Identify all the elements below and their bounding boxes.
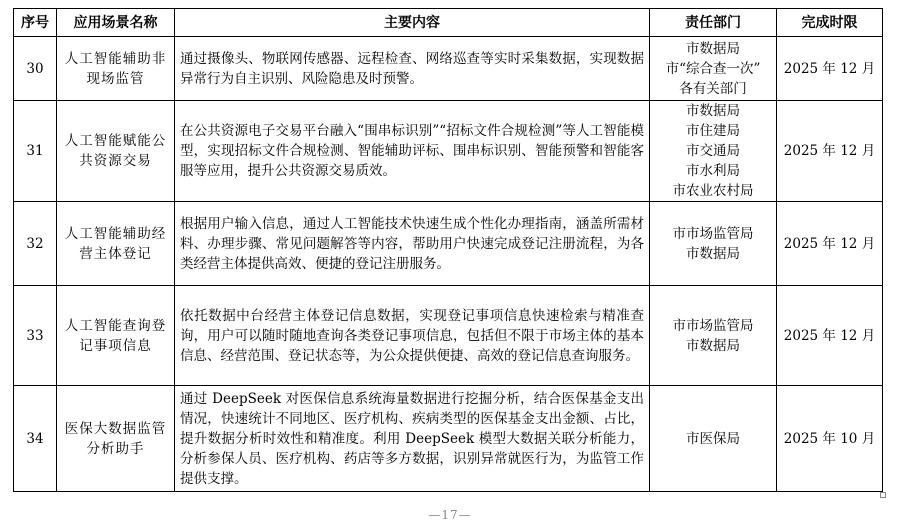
table-row [14, 101, 883, 202]
table-header-row [14, 9, 883, 37]
scene-name: 人工智能查询登记事项信息 [57, 286, 175, 386]
department-name: 市数据局 [686, 40, 740, 57]
scene-name: 人工智能辅助经营主体登记 [57, 202, 175, 286]
header-number: 序号 [14, 9, 57, 37]
department-name: 市医保局 [686, 430, 740, 447]
scene-name: 人工智能赋能公共资源交易 [57, 101, 175, 202]
scene-name: 医保大数据监管分析助手 [57, 386, 175, 492]
deadline: 2025 年 10 月 [777, 386, 883, 492]
table-row [14, 286, 883, 386]
responsible-departments [650, 202, 777, 286]
department-name: 市数据局 [686, 245, 740, 262]
table-row [14, 202, 883, 286]
row-number: 31 [14, 101, 57, 202]
header-department: 责任部门 [650, 9, 777, 37]
department-name: 市市场监管局 [672, 317, 754, 334]
deadline: 2025 年 12 月 [777, 286, 883, 386]
responsible-departments [650, 101, 777, 202]
department-name: 市“综合查一次” [665, 60, 761, 77]
deadline: 2025 年 12 月 [777, 37, 883, 101]
department-name: 各有关部门 [679, 80, 747, 97]
main-content: 通过摄像头、物联网传感器、远程检查、网络巡查等实时采集数据，实现数据异常行为自主识别、风险隐患及时预警。 [175, 37, 650, 101]
main-content: 在公共资源电子交易平台融入“围串标识别”“招标文件合规检测”等人工智能模型，实现招标文件合规检测、智能辅助评标、围串标识别、智能预警和智能客服等应用，提升公共资源交易质效。 [175, 101, 650, 202]
department-name: 市水利局 [686, 163, 740, 179]
responsible-departments [650, 286, 777, 386]
header-deadline: 完成时限 [777, 9, 883, 37]
responsible-departments [650, 386, 777, 492]
department-name: 市农业农村局 [672, 183, 754, 199]
row-number: 30 [14, 37, 57, 101]
deadline: 2025 年 12 月 [777, 202, 883, 286]
department-name: 市数据局 [686, 337, 740, 354]
department-name: 市市场监管局 [672, 225, 754, 242]
department-name: 市交通局 [686, 143, 740, 159]
main-content: 根据用户输入信息，通过人工智能技术快速生成个性化办理指南，涵盖所需材料、办理步骤、常见问题解答等内容，帮助用户快速完成登记注册流程，为各类经营主体提供高效、便捷的登记注册服务。 [175, 202, 650, 286]
responsible-departments [650, 37, 777, 101]
header-scene: 应用场景名称 [57, 9, 175, 37]
table-row [14, 37, 883, 101]
header-content: 主要内容 [175, 9, 650, 37]
row-number: 34 [14, 386, 57, 492]
department-name: 市数据局 [686, 103, 740, 119]
row-number: 33 [14, 286, 57, 386]
main-content: 依托数据中台经营主体登记信息数据，实现登记事项信息快速检索与精准查询，用户可以随时随地查询各类登记事项信息，包括但不限于市场主体的基本信息、经营范围、登记状态等，为公众提供便捷、高效的登记信息查询服务。 [175, 286, 650, 386]
department-name: 市住建局 [686, 123, 740, 139]
page-corner-mark [880, 492, 886, 498]
main-content: 通过 DeepSeek 对医保信息系统海量数据进行挖掘分析，结合医保基金支出情况，快速统计不同地区、医疗机构、疾病类型的医保基金支出金额、占比，提升数据分析时效性和精准度。利用 DeepSeek 模型大数据关联分析能力，分析参保人员、医疗机构、药店等多方数据，识别异常就医行为，为监管工作提供支撑。 [175, 386, 650, 492]
table-row [14, 386, 883, 492]
page-number: —17— [428, 508, 472, 522]
task-table [13, 8, 883, 492]
scene-name: 人工智能辅助非现场监管 [57, 37, 175, 101]
deadline: 2025 年 12 月 [777, 101, 883, 202]
row-number: 32 [14, 202, 57, 286]
